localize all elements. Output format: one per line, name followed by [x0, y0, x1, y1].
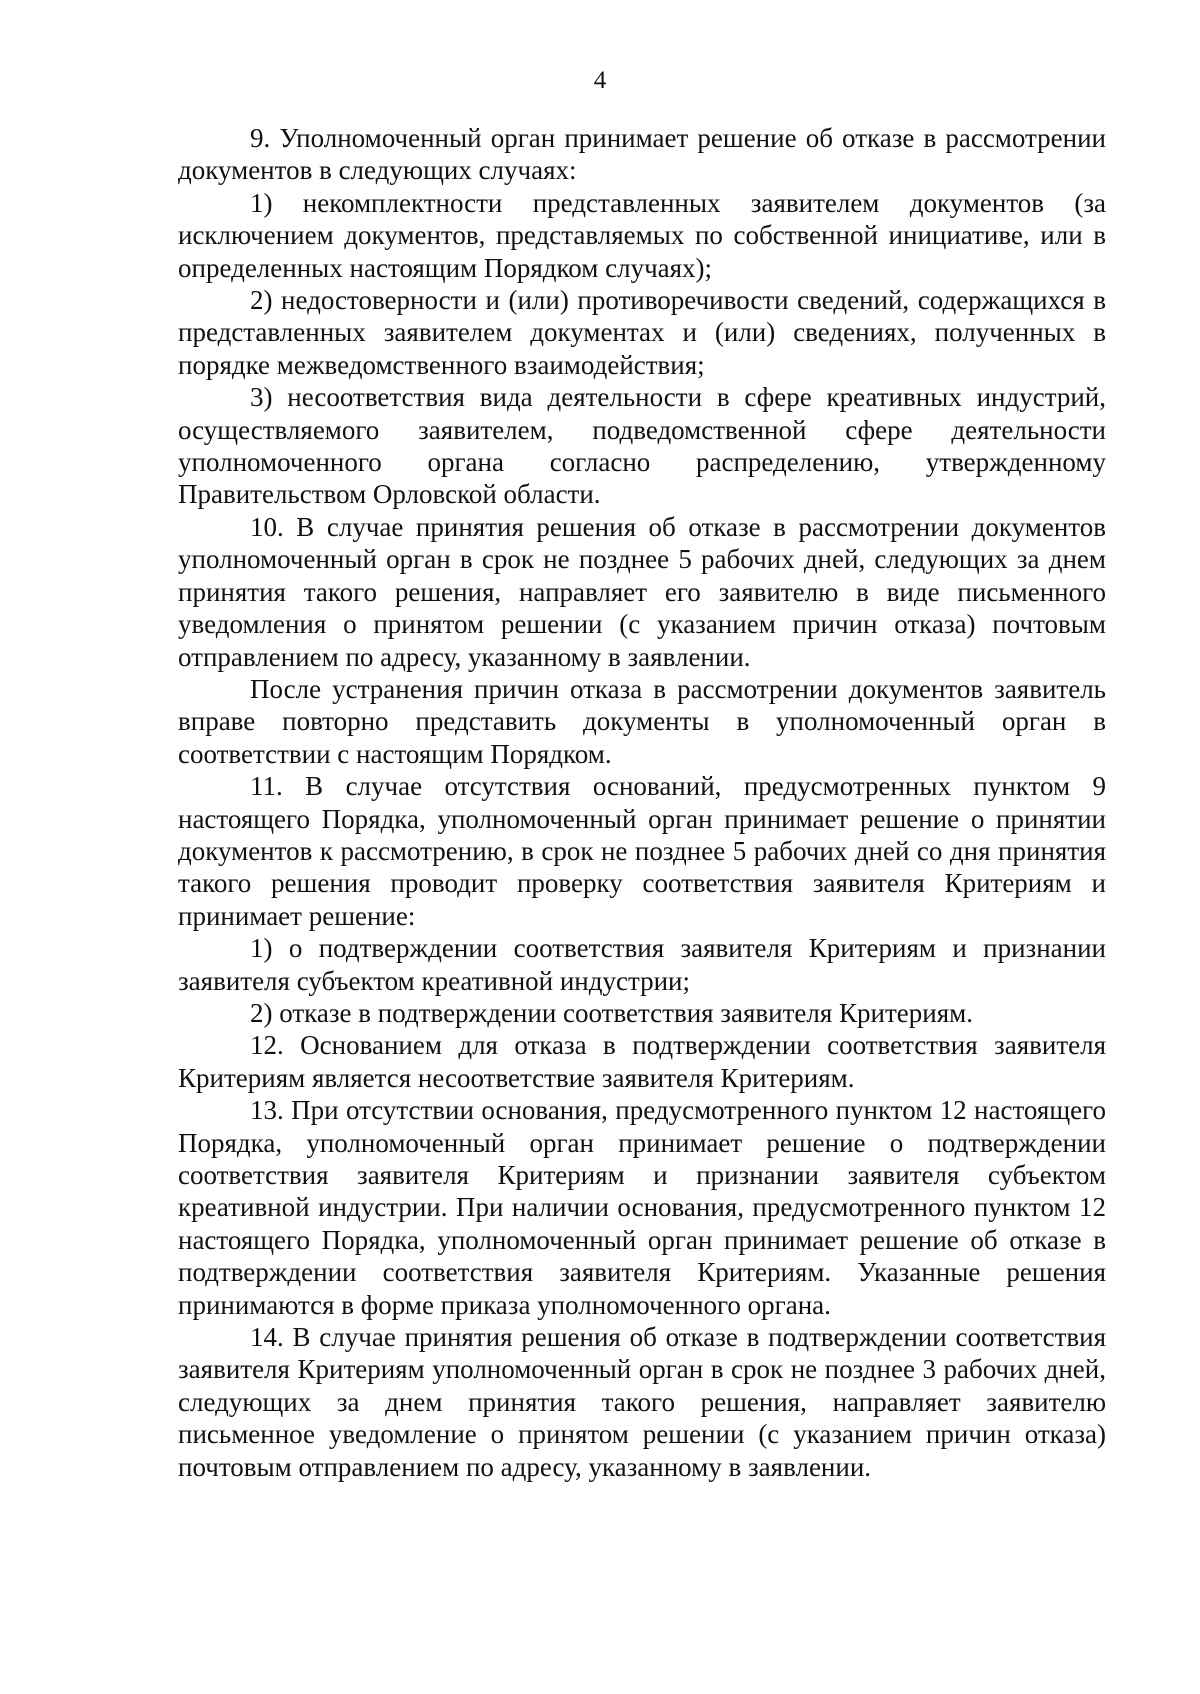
- paragraph-subitem-11-1: 1) о подтверждении соответствия заявителя Критериям и признании заявителя субъектом креативной индустрии;: [178, 933, 1106, 996]
- paragraph-item-10: 10. В случае принятия решения об отказе в рассмотрении документов уполномоченный орган в срок не позднее 5 рабочих дней, следующих за днем принятия такого решения, направляет его заявителю в виде письменного уведомления о принятом решении (с указанием причин отказа) почтовым отправлением по адресу, указанному в заявлении.: [178, 511, 1106, 672]
- paragraph-item-12: 12. Основанием для отказа в подтверждении соответствия заявителя Критериям является несоответствие заявителя Критериям.: [178, 1030, 1106, 1093]
- paragraph-subitem-11-2: 2) отказе в подтверждении соответствия заявителя Критериям.: [250, 997, 973, 1028]
- paragraph-subitem-9-2: 2) недостоверности и (или) противоречивости сведений, содержащихся в представленных заявителем документах и (или) сведениях, полученных в порядке межведомственного взаимодействия;: [178, 285, 1106, 380]
- paragraph-subitem-9-3: 3) несоответствия вида деятельности в сфере креативных индустрий, осуществляемого заявителем, подведомственной сфере деятельности уполномоченного органа согласно распределению, утвержденному Правительством Орловской области.: [178, 382, 1106, 510]
- paragraph-item-13: 13. При отсутствии основания, предусмотренного пунктом 12 настоящего Порядка, уполномоченный орган принимает решение о подтверждении соответствия заявителя Критериям и признании заявителя субъектом креативной индустрии. При наличии основания, предусмотренного пунктом 12 настоящего Порядка, уполномоченный орган принимает решение об отказе в подтверждении соответствия заявителя Критериям. Указанные решения принимаются в форме приказа уполномоченного органа.: [178, 1095, 1106, 1320]
- paragraph-item-10-continuation: После устранения причин отказа в рассмотрении документов заявитель вправе повторно представить документы в уполномоченный орган в соответствии с настоящим Порядком.: [178, 673, 1106, 769]
- paragraph-subitem-9-1: 1) некомплектности представленных заявителем документов (за исключением документов, представляемых по собственной инициативе, или в определенных настоящим Порядком случаях);: [178, 187, 1106, 283]
- paragraph-item-9: 9. Уполномоченный орган принимает решение об отказе в рассмотрении документов в следующих случаях:: [178, 123, 1106, 186]
- paragraph-item-14: 14. В случае принятия решения об отказе в подтверждении соответствия заявителя Критериям уполномоченный орган в срок не позднее 3 рабочих дней, следующих за днем принятия такого решения, направляет заявителю письменное уведомление о принятом решении (с указанием причин отказа) почтовым отправлением по адресу, указанному в заявлении.: [178, 1322, 1106, 1482]
- page-number: 4: [593, 67, 607, 94]
- paragraph-item-11: 11. В случае отсутствия оснований, предусмотренных пунктом 9 настоящего Порядка, уполномоченный орган принимает решение о принятии документов к рассмотрению, в срок не позднее 5 рабочих дней со дня принятия такого решения проводит проверку соответствия заявителя Критериям и принимает решение:: [178, 771, 1106, 931]
- document-body: [178, 122, 1106, 1483]
